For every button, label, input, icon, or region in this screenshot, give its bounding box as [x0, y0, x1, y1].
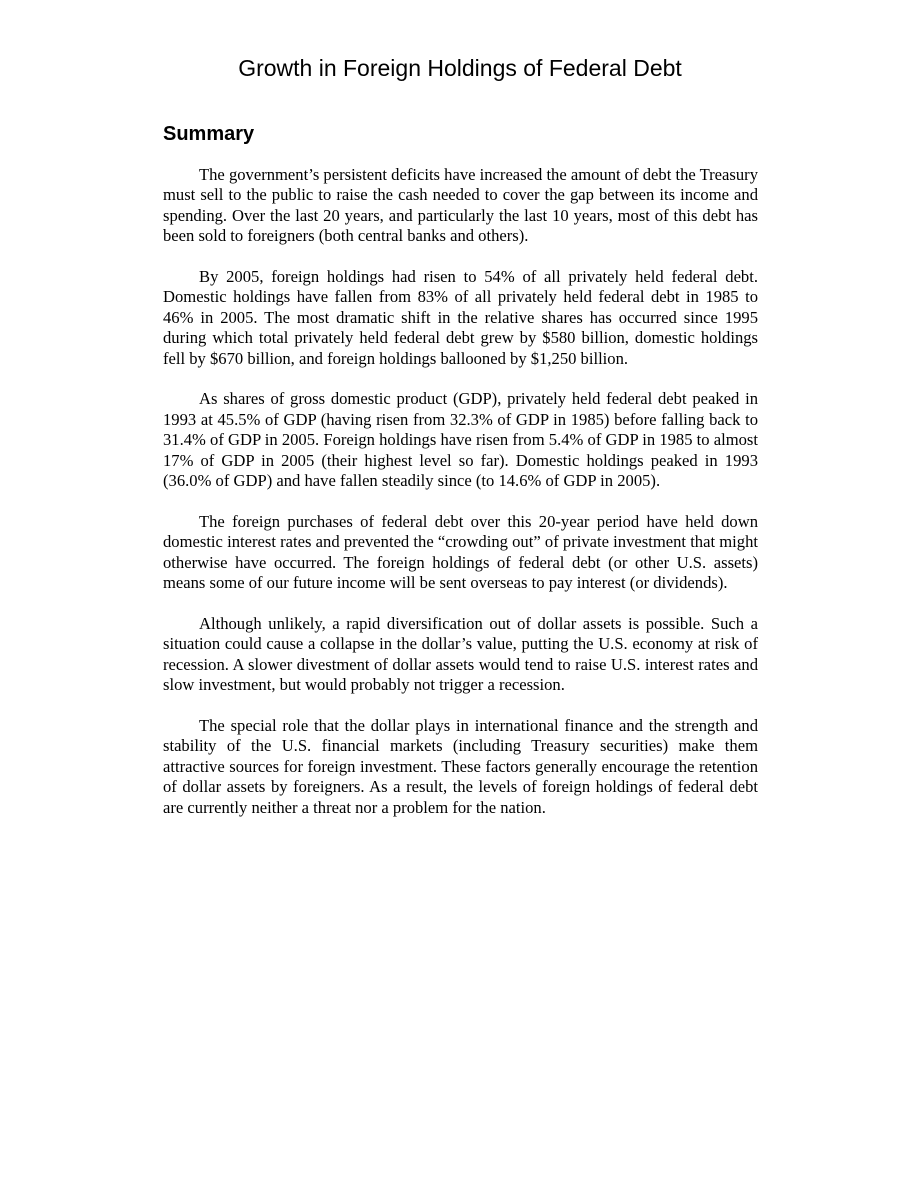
- paragraph-diversification-risk: Although unlikely, a rapid diversification out of dollar assets is possible. Such a situation could cause a collapse in the dollar’s value, putting the U.S. economy at risk of recession. A slower divestment of dollar assets would tend to raise U.S. interest rates and slow investment, but would probably not trigger a recession.: [163, 613, 758, 695]
- paragraph-dollar-role: The special role that the dollar plays in international finance and the strength and stability of the U.S. financial markets (including Treasury securities) make them attractive sources for foreign investment. These factors generally encourage the retention of dollar assets by foreigners. As a result, the levels of foreign holdings of federal debt are currently neither a threat nor a problem for the nation.: [163, 715, 758, 817]
- paragraph-holdings-shares: By 2005, foreign holdings had risen to 54% of all privately held federal debt. Domestic holdings have fallen from 83% of all privately held federal debt in 1985 to 46% in 2005. The most dramatic shift in the relative shares has occurred since 1995 during which total privately held federal debt grew by $580 billion, domestic holdings fell by $670 billion, and foreign holdings ballooned by $1,250 billion.: [163, 267, 758, 368]
- document-title: Growth in Foreign Holdings of Federal Debt: [238, 55, 682, 81]
- summary-body: [163, 165, 758, 838]
- paragraph-gdp-shares: As shares of gross domestic product (GDP), privately held federal debt peaked in 1993 at 45.5% of GDP (having risen from 32.3% of GDP in 1985) before falling back to 31.4% of GDP in 2005. Foreign holdings have risen from 5.4% of GDP in 1985 to almost 17% of GDP in 2005 (their highest level so far). Domestic holdings peaked in 1993 (36.0% of GDP) and have fallen steadily since (to 14.6% of GDP in 2005).: [163, 389, 758, 491]
- paragraph-deficits: The government’s persistent deficits have increased the amount of debt the Treasury must sell to the public to raise the cash needed to cover the gap between its income and spending. Over the last 20 years, and particularly the last 10 years, most of this debt has been sold to foreigners (both central banks and others).: [163, 165, 758, 246]
- section-heading-summary: Summary: [163, 123, 255, 145]
- paragraph-interest-rates: The foreign purchases of federal debt over this 20-year period have held down domestic interest rates and prevented the “crowding out” of private investment that might otherwise have occurred. The foreign holdings of federal debt (or other U.S. assets) means some of our future income will be sent overseas to pay interest (or dividends).: [163, 511, 758, 593]
